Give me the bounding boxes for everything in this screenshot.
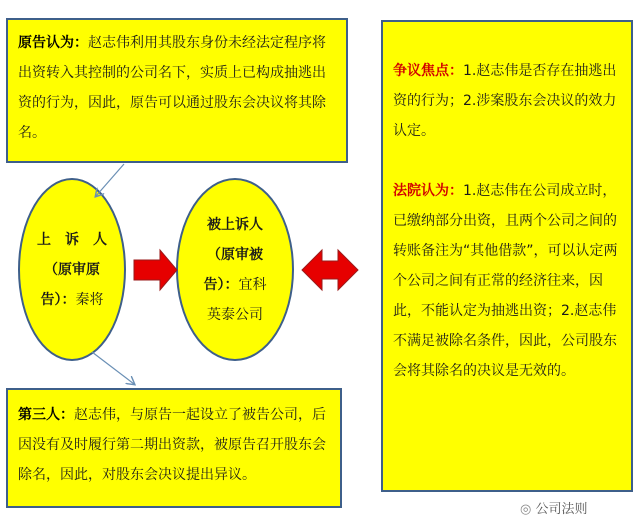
appellee-name-part2: 英泰公司 (207, 306, 263, 323)
wechat-icon: ◎ (520, 502, 532, 517)
court-opinion-label: 法院认为： (393, 183, 463, 199)
third-party-text: 赵志伟，与原告一起设立了被告公司，后因没有及时履行第二期出资款，被原告召开股东会除名，因此，对股东会决议提出异议。 (18, 407, 326, 483)
watermark (520, 498, 588, 517)
connector-appellant-to-third (92, 352, 134, 384)
appellant-role-note-end: 告）： (40, 291, 76, 308)
appellant-name: 秦将 (75, 291, 104, 308)
watermark-text: 公司法则 (535, 502, 588, 517)
connector-claim-to-appellant (96, 164, 124, 196)
dispute-focus-label: 争议焦点： (393, 63, 463, 79)
dispute-focus-text: 1.赵志伟是否存在抽逃出资的行为；2.涉案股东会决议的效力认定。 (393, 63, 617, 139)
plaintiff-claim-text: 赵志伟利用其股东身份未经法定程序将出资转入其控制的公司名下，实质上已构成抽逃出资的行为，因此，原告可以通过股东会决议将其除名。 (18, 35, 326, 141)
appellee-name-part1: 宜科 (238, 276, 267, 293)
plaintiff-claim-label: 原告认为： (18, 35, 88, 51)
appellant-role: 上 诉 人 (37, 231, 107, 248)
appellee-role: 被上诉人 (207, 216, 263, 233)
double-arrow-appellee-to-court (302, 250, 358, 290)
arrow-appellant-to-appellee (134, 250, 177, 290)
third-party-label: 第三人： (18, 407, 74, 423)
court-opinion-text: 1.赵志伟在公司成立时，已缴纳部分出资，且两个公司之间的转账备注为“其他借款”，可以认定两个公司之间有正常的经济往来，因此，不能认定为抽逃出资；2.赵志伟不满足被除名条件，因此，公司股东会将其除名的决议是无效的。 (393, 183, 618, 379)
appellee-role-note-end: 告）： (203, 276, 239, 293)
appellant-role-note: （原审原 (44, 261, 100, 278)
appellee-role-note: （原审被 (207, 246, 263, 263)
